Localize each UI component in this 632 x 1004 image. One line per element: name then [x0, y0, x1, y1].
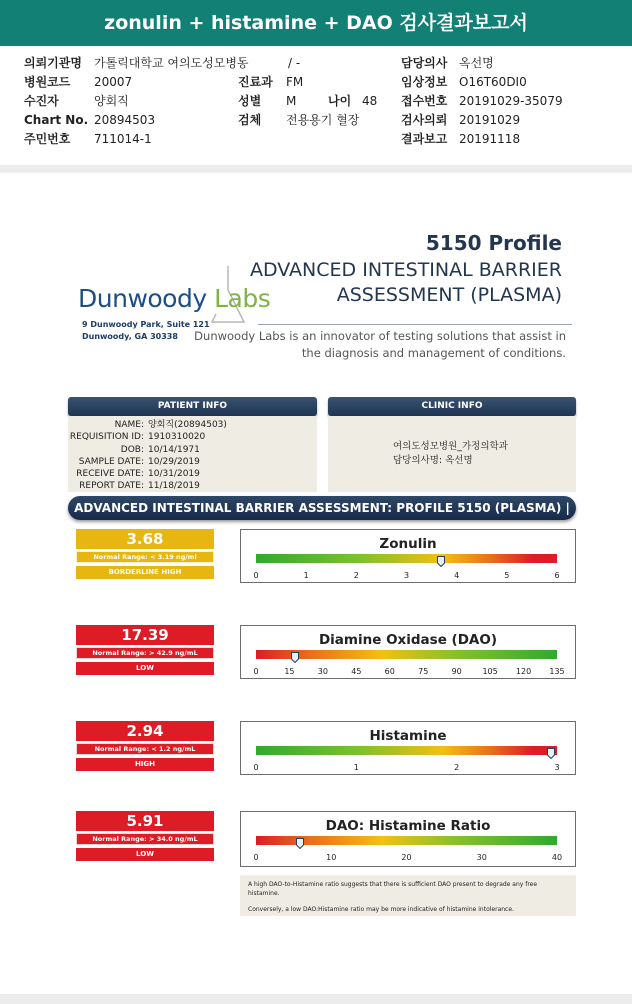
- field-label: 결과보고: [401, 132, 448, 146]
- patient-field-value: 양회직(20894503): [148, 420, 227, 430]
- gauge-tick-label: 30: [476, 853, 487, 862]
- header-column-1: [24, 54, 249, 149]
- footer-divider: [0, 994, 632, 1004]
- gauge-tick-label: 40: [551, 853, 563, 862]
- result-flag: LOW: [76, 662, 214, 675]
- field-label: 검체: [238, 113, 262, 127]
- field-value: O16T60DI0: [459, 75, 527, 89]
- ratio-note: [240, 875, 576, 916]
- gauge-bar: [256, 650, 557, 659]
- patient-row-dob: [68, 444, 317, 456]
- gauge-tick-label: 10: [326, 853, 337, 862]
- note-line: Conversely, a low DAO:Histamine ratio may be more indicative of histamine intolerance.: [248, 906, 514, 913]
- logo-word-2: Labs: [214, 284, 271, 313]
- patient-field-value: 1910310020: [148, 432, 206, 443]
- assessment-line: ASSESSMENT (PLASMA): [336, 284, 562, 306]
- gauge-marker-icon: [296, 834, 304, 844]
- gauge-tick-label: 1: [353, 763, 359, 772]
- patient-field-value: 10/31/2019: [148, 469, 200, 480]
- gauge-tick-label: 0: [253, 763, 259, 772]
- field-value: 20007: [94, 75, 133, 89]
- result-value: 17.39: [76, 625, 214, 645]
- patient-field-value: 10/29/2019: [148, 456, 200, 467]
- field-value: 20894503: [94, 113, 156, 127]
- normal-range: Normal Range: < 3.19 ng/ml: [76, 551, 214, 563]
- patient-row-receive-date: [68, 468, 317, 480]
- field-value: M: [286, 94, 297, 108]
- lab-logo: [78, 284, 270, 313]
- gauge-tick-label: 3: [554, 763, 560, 772]
- patient-info-heading: PATIENT INFO: [68, 397, 317, 416]
- field-value: 20191029: [459, 113, 521, 127]
- tagline-line: Dunwoody Labs is an innovator of testing solutions that assist in: [194, 329, 566, 343]
- patient-field-key: NAME:: [114, 420, 144, 430]
- result-flag: BORDERLINE HIGH: [76, 566, 214, 579]
- gauge-tick-label: 20: [401, 853, 412, 862]
- gauge-title: Diamine Oxidase (DAO): [318, 632, 498, 648]
- profile-title: 5150 Profile: [425, 231, 562, 255]
- clinic-info-text: [393, 440, 508, 468]
- gauge-title: Zonulin: [379, 536, 437, 552]
- gauge-tick-label: 1: [303, 571, 309, 580]
- gauge-tick-label: 105: [482, 667, 498, 676]
- gauge-tick-label: 45: [351, 667, 362, 676]
- gauge-tick-label: 75: [418, 667, 429, 676]
- gauge-title: DAO: Histamine Ratio: [325, 818, 491, 834]
- tagline-line: the diagnosis and management of conditions.: [301, 346, 566, 360]
- logo-word-1: Dunwoody: [78, 284, 207, 313]
- gauge-tick-label: 5: [504, 571, 510, 580]
- gauge-tick-label: 4: [454, 571, 460, 580]
- field-label: 성별: [238, 94, 262, 108]
- patient-field-value: 10/14/1971: [148, 444, 200, 455]
- patient-field-key: RECEIVE DATE:: [76, 469, 144, 480]
- header-column-2: [238, 73, 377, 130]
- field-label: Chart No.: [24, 113, 89, 127]
- field-label: 병원코드: [24, 75, 71, 89]
- header-divider: [0, 165, 632, 173]
- gauge-box: [240, 529, 576, 583]
- field-label: 수진자: [24, 94, 59, 108]
- gauge-box: [240, 625, 576, 679]
- result-flag: LOW: [76, 848, 214, 861]
- address-line: 9 Dunwoody Park, Suite 121: [82, 320, 210, 329]
- patient-info-panel: [68, 416, 317, 492]
- field-value: 711014-1: [94, 132, 152, 146]
- gauge-bar: [256, 746, 557, 755]
- field-value: 옥선명: [459, 56, 494, 70]
- header-column-3: [401, 54, 563, 149]
- note-line: A high DAO-to-Histamine ratio suggests that there is sufficient DAO present to degrade any free histamine.: [248, 881, 538, 897]
- gauge-bar: [256, 554, 557, 563]
- result-value: 2.94: [76, 721, 214, 741]
- gauge-tick-label: 2: [353, 571, 359, 580]
- patient-field-key: REQUISITION ID:: [69, 432, 144, 443]
- gauge-tick-label: 0: [253, 667, 259, 676]
- gauge-tick-label: 90: [451, 667, 462, 676]
- gauge-marker-icon: [437, 552, 445, 562]
- field-value: 가톨릭대학교 여의도성모병동: [94, 56, 249, 70]
- field-value: 20191118: [459, 132, 521, 146]
- field-label: 접수번호: [401, 94, 448, 108]
- field-value: 20191029-35079: [459, 94, 563, 108]
- field-value: 양회직: [94, 94, 129, 108]
- patient-field-key: SAMPLE DATE:: [78, 456, 144, 467]
- report-title: zonulin + histamine + DAO 검사결과보고서: [0, 0, 632, 46]
- gauge-marker-icon: [547, 744, 555, 754]
- gauge-box: [240, 721, 576, 775]
- field-value: FM: [286, 75, 304, 89]
- patient-row-name: [68, 419, 317, 431]
- normal-range: Normal Range: < 1.2 ng/mL: [76, 743, 214, 755]
- lab-address: [82, 319, 210, 343]
- assessment-title: [250, 258, 562, 308]
- field-label: 담당의사: [401, 56, 448, 70]
- patient-field-key: REPORT DATE:: [79, 481, 144, 492]
- field-value: 전용용기 혈장: [286, 113, 360, 127]
- result-value: 3.68: [76, 529, 214, 549]
- gauge-tick-label: 30: [317, 667, 328, 676]
- gauge-tick-label: 2: [454, 763, 460, 772]
- patient-row-report-date: [68, 480, 317, 492]
- gauge-marker-icon: [291, 648, 299, 658]
- gauge-tick-label: 15: [284, 667, 295, 676]
- field-label: 임상정보: [401, 75, 448, 89]
- gauge-tick-label: 3: [403, 571, 410, 580]
- field-label: 주민번호: [24, 132, 71, 146]
- tagline-divider: [258, 324, 572, 325]
- gauge-tick-label: 6: [554, 571, 560, 580]
- gauge-tick-label: 135: [549, 667, 565, 676]
- clinic-doctor: 담당의사명: 옥선명: [393, 455, 473, 466]
- field-value: 48: [362, 94, 378, 108]
- clinic-name: 여의도성모병원_가정의학과: [393, 441, 508, 452]
- field-label: 검사의뢰: [401, 113, 448, 127]
- field-label: 진료과: [238, 75, 273, 89]
- gauge-tick-label: 120: [515, 667, 532, 676]
- gauge-title: Histamine: [369, 728, 447, 744]
- result-value: 5.91: [76, 811, 214, 831]
- result-flag: HIGH: [76, 758, 214, 771]
- gauge-tick-label: 0: [253, 853, 259, 862]
- gauge-tick-label: 60: [384, 667, 395, 676]
- patient-row-sample-date: [68, 456, 317, 468]
- gauge-tick-label: 0: [253, 571, 259, 580]
- patient-row-requisition: [68, 431, 317, 443]
- field-label: 나이: [328, 94, 352, 108]
- lab-tagline: [194, 328, 566, 362]
- patient-field-key: DOB:: [120, 444, 144, 455]
- normal-range: Normal Range: > 34.0 ng/mL: [76, 833, 214, 845]
- gauge-box: [240, 811, 576, 867]
- assessment-banner: ADVANCED INTESTINAL BARRIER ASSESSMENT: PROFILE 5150 (PLASMA) |: [68, 496, 576, 520]
- clinic-info-heading: CLINIC INFO: [328, 397, 576, 416]
- header-slash: / -: [288, 56, 301, 70]
- field-label: 의뢰기관명: [24, 56, 82, 70]
- address-line: Dunwoody, GA 30338: [82, 332, 178, 341]
- normal-range: Normal Range: > 42.9 ng/mL: [76, 647, 214, 659]
- assessment-line: ADVANCED INTESTINAL BARRIER: [249, 259, 562, 281]
- patient-field-value: 11/18/2019: [148, 481, 200, 492]
